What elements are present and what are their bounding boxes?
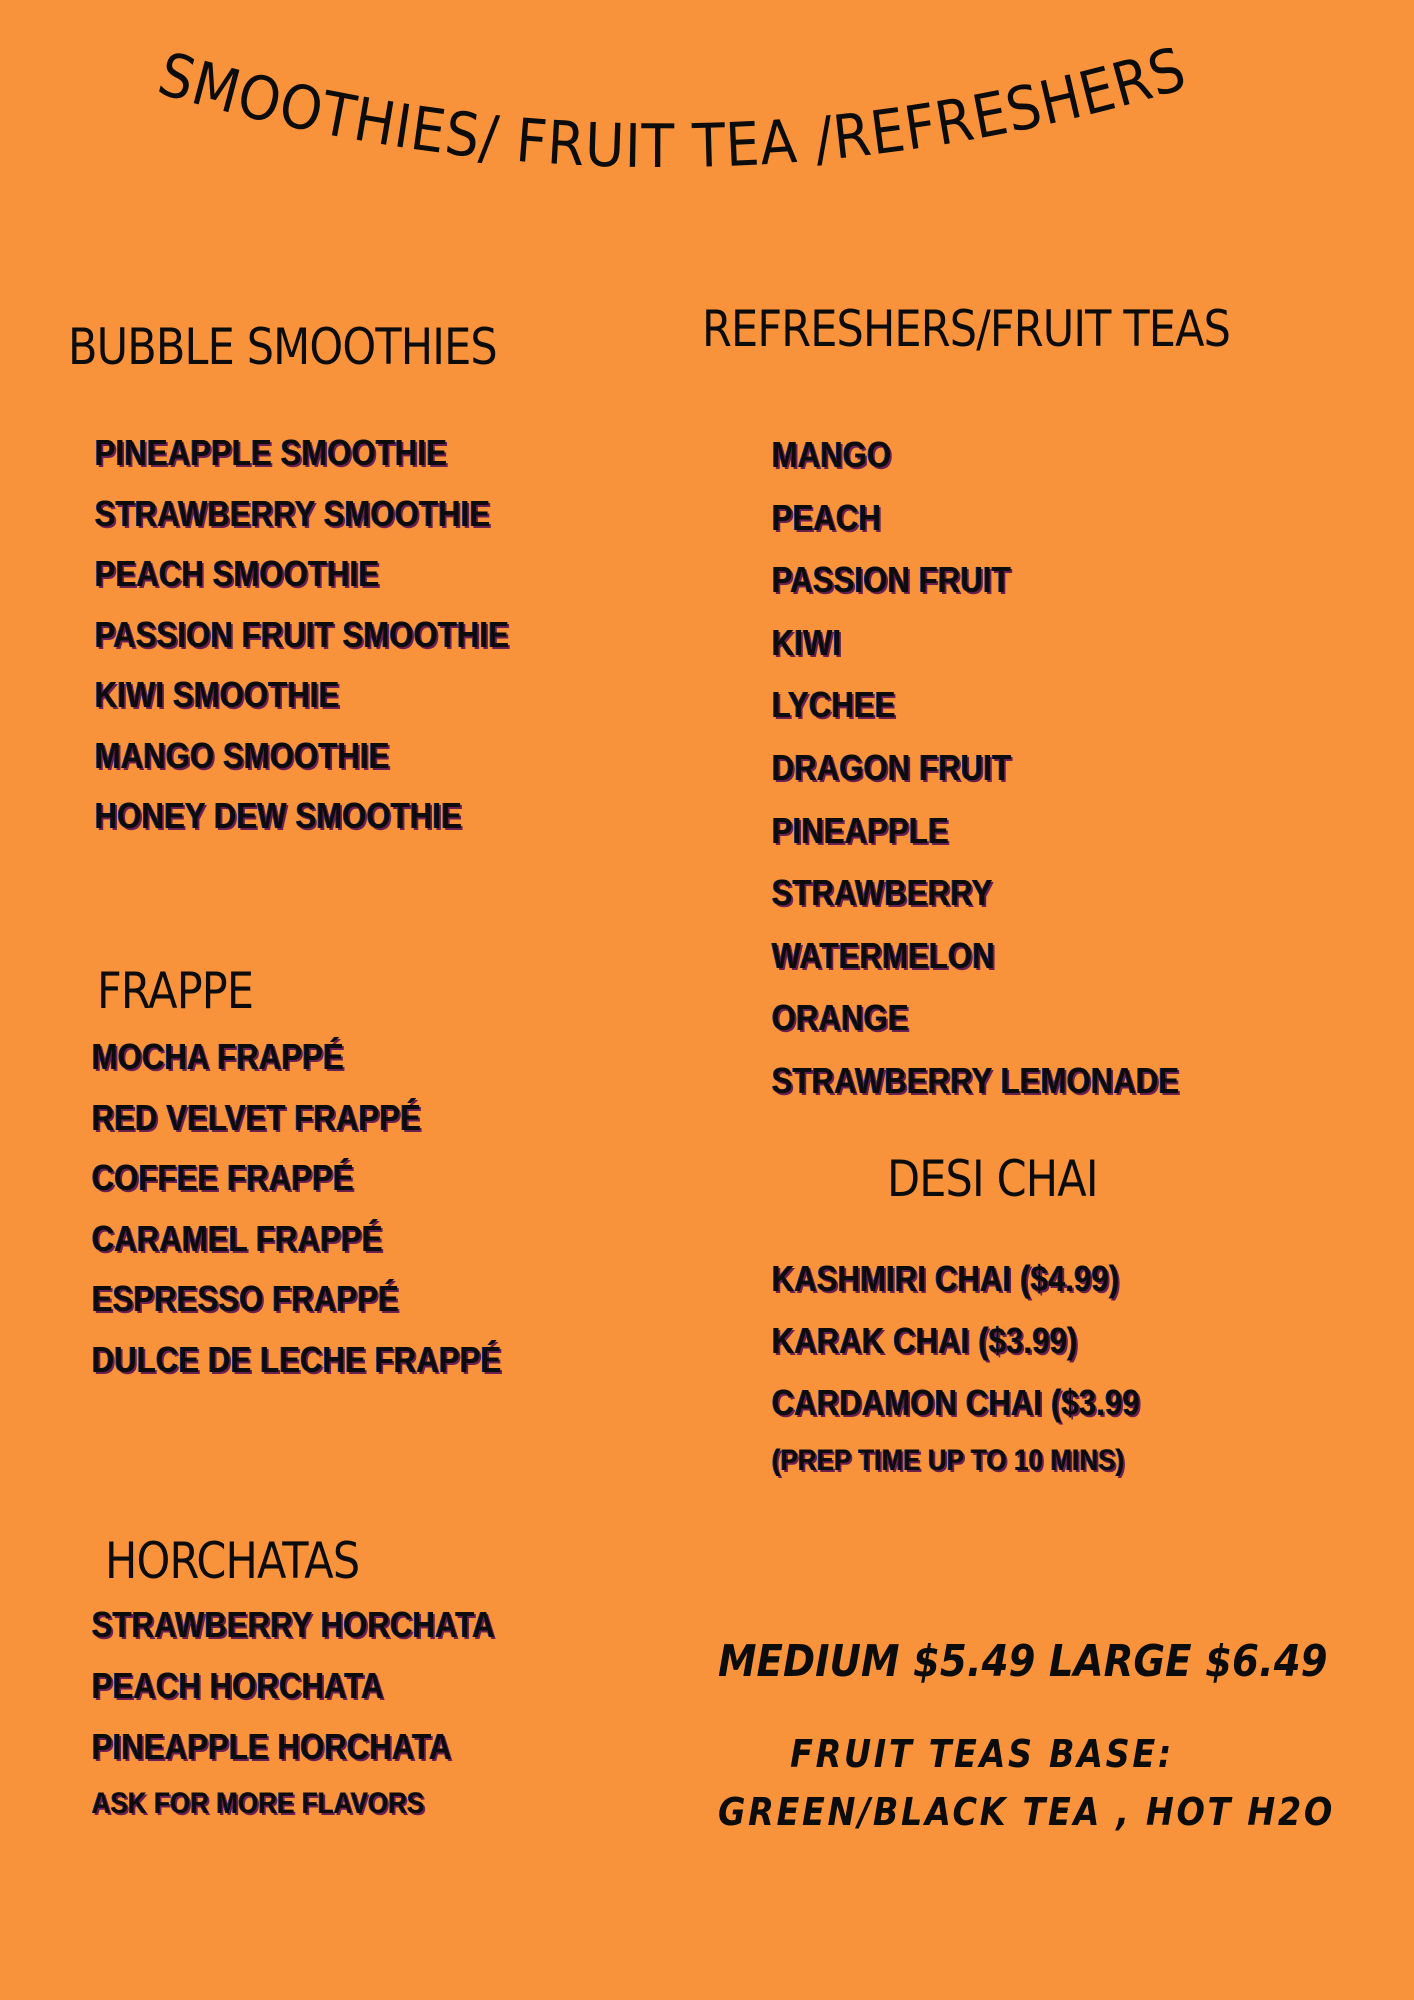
list-item: STRAWBERRY HORCHATA (92, 1604, 495, 1645)
frappe-list (92, 1036, 568, 1399)
fruit-tea-base-options: GREEN/BLACK TEA , HOT H2O (718, 1790, 1335, 1834)
size-pricing: MEDIUM $5.49 LARGE $6.49 (718, 1636, 1328, 1687)
list-item: CARAMEL FRAPPÉ (92, 1217, 383, 1259)
desi-chai-note: (PREP TIME UP TO 10 MINS) (772, 1444, 1125, 1477)
horchatas-note: ASK FOR MORE FLAVORS (92, 1787, 425, 1820)
list-item: HONEY DEW SMOOTHIE (95, 795, 463, 836)
desi-chai-heading: DESI CHAI (887, 1150, 1098, 1208)
page-title (140, 32, 1220, 212)
list-item: KARAK CHAI ($3.99) (772, 1320, 1078, 1361)
list-item: KIWI (772, 621, 842, 663)
fruit-tea-base-label: FRUIT TEAS BASE: (790, 1732, 1174, 1776)
list-item: STRAWBERRY LEMONADE (772, 1059, 1180, 1101)
list-item: MANGO SMOOTHIE (95, 734, 390, 776)
list-item: PINEAPPLE HORCHATA (92, 1726, 452, 1767)
refreshers-heading: REFRESHERS/FRUIT TEAS (702, 300, 1231, 358)
list-item: PASSION FRUIT SMOOTHIE (95, 613, 510, 655)
list-item: KIWI SMOOTHIE (95, 674, 340, 715)
desi-chai-list (772, 1258, 1200, 1494)
list-item: LYCHEE (772, 684, 896, 726)
svg-text:SMOOTHIES/ FRUIT TEA /REFRESHE (150, 32, 1198, 183)
list-item: PEACH HORCHATA (92, 1665, 384, 1706)
horchatas-heading: HORCHATAS (105, 1532, 360, 1590)
list-item: MANGO (772, 434, 892, 475)
list-item: PEACH (772, 496, 882, 538)
list-item: PEACH SMOOTHIE (95, 553, 380, 594)
list-item: PINEAPPLE (772, 809, 950, 851)
frappe-heading: FRAPPE (97, 962, 254, 1020)
list-item: PASSION FRUIT (772, 559, 1012, 601)
list-item: PINEAPPLE SMOOTHIE (95, 432, 448, 473)
list-item: CARDAMON CHAI ($3.99 (772, 1382, 1141, 1423)
list-item: RED VELVET FRAPPÉ (92, 1096, 422, 1138)
list-item: STRAWBERRY (772, 872, 993, 914)
list-item: COFFEE FRAPPÉ (92, 1157, 354, 1198)
list-item: ORANGE (772, 997, 909, 1039)
refreshers-list (772, 434, 1246, 1123)
list-item: MOCHA FRAPPÉ (92, 1036, 345, 1077)
bubble-smoothies-list (95, 432, 577, 856)
horchatas-list (92, 1604, 560, 1837)
list-item: DULCE DE LECHE FRAPPÉ (92, 1338, 502, 1380)
list-item: ESPRESSO FRAPPÉ (92, 1278, 400, 1319)
bubble-smoothies-heading: BUBBLE SMOOTHIES (68, 318, 497, 376)
page-title-text: SMOOTHIES/ FRUIT TEA /REFRESHERS (150, 32, 1198, 183)
list-item: KASHMIRI CHAI ($4.99) (772, 1258, 1120, 1299)
list-item: STRAWBERRY SMOOTHIE (95, 492, 491, 534)
list-item: WATERMELON (772, 934, 996, 976)
list-item: DRAGON FRUIT (772, 746, 1012, 788)
